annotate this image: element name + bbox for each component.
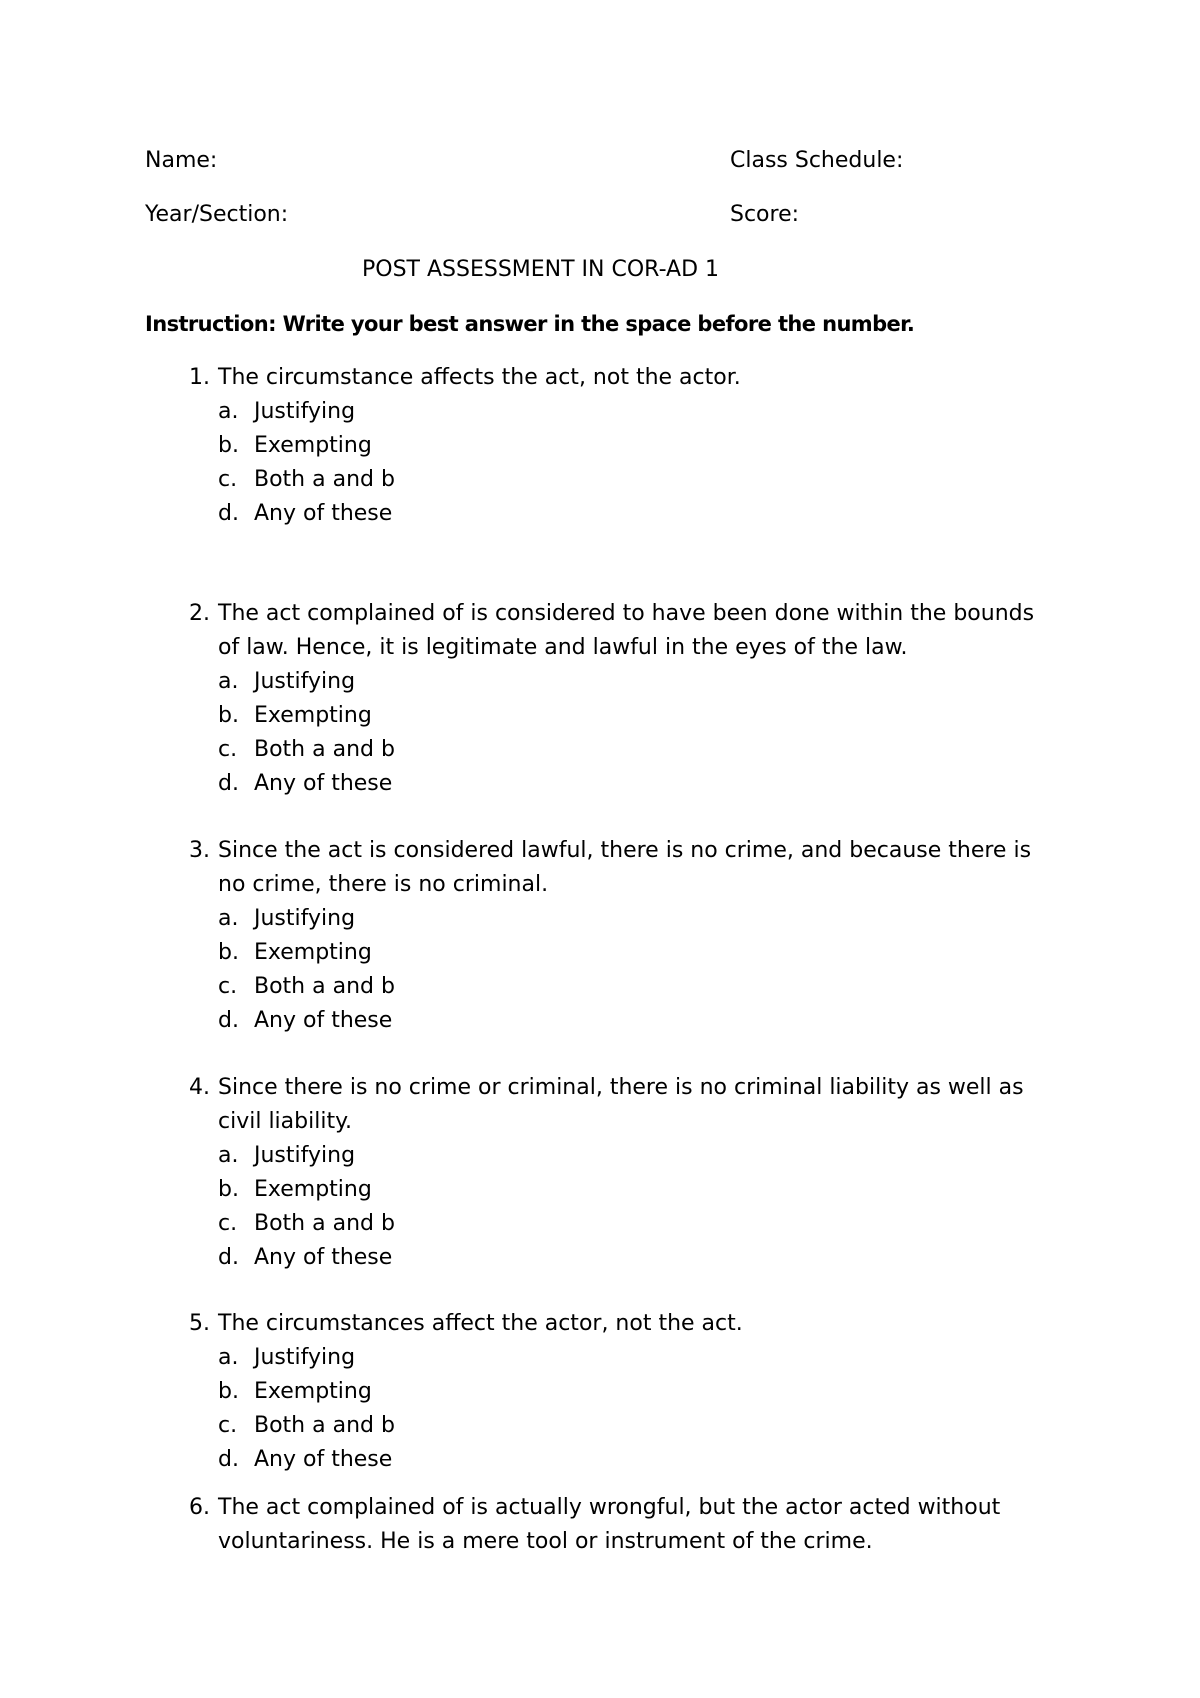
answer-choice bbox=[218, 902, 355, 936]
choice-text: Justifying bbox=[254, 1143, 356, 1168]
answer-choice bbox=[218, 665, 355, 699]
choice-text: Both a and b bbox=[254, 1413, 395, 1438]
class-schedule-label: Class Schedule: bbox=[730, 148, 904, 173]
choice-letter: b. bbox=[218, 1177, 239, 1202]
answer-choice bbox=[218, 1375, 372, 1409]
choice-letter: d. bbox=[218, 771, 239, 796]
answer-choice bbox=[218, 1443, 392, 1477]
name-label: Name: bbox=[145, 148, 218, 173]
question-number: 1. bbox=[189, 365, 210, 390]
choice-text: Exempting bbox=[254, 1177, 372, 1202]
choice-text: Both a and b bbox=[254, 974, 395, 999]
choice-letter: b. bbox=[218, 1379, 239, 1404]
answer-choice bbox=[218, 1173, 372, 1207]
answer-choice bbox=[218, 1241, 392, 1275]
answer-choice bbox=[218, 1207, 395, 1241]
question-number: 6. bbox=[189, 1495, 210, 1520]
choice-text: Any of these bbox=[254, 1447, 393, 1472]
answer-choice bbox=[218, 1139, 355, 1173]
question-number: 3. bbox=[189, 838, 210, 863]
choice-letter: c. bbox=[218, 974, 238, 999]
answer-choice bbox=[218, 1341, 355, 1375]
choice-text: Any of these bbox=[254, 501, 393, 526]
question-number: 5. bbox=[189, 1311, 210, 1336]
choice-letter: b. bbox=[218, 703, 239, 728]
choice-letter: c. bbox=[218, 1413, 238, 1438]
choice-text: Exempting bbox=[254, 1379, 372, 1404]
choice-text: Both a and b bbox=[254, 1211, 395, 1236]
choice-letter: b. bbox=[218, 433, 239, 458]
answer-choice bbox=[218, 936, 372, 970]
question-text: Since there is no crime or criminal, there is no criminal liability as well as civil liability. bbox=[218, 1075, 1024, 1134]
instruction-text: Instruction: Write your best answer in the space before the number. bbox=[145, 312, 915, 336]
choice-letter: a. bbox=[218, 399, 239, 424]
choice-letter: d. bbox=[218, 1447, 239, 1472]
choice-letter: c. bbox=[218, 737, 238, 762]
choice-letter: a. bbox=[218, 1143, 239, 1168]
choice-text: Justifying bbox=[254, 1345, 356, 1370]
choice-text: Exempting bbox=[254, 433, 372, 458]
question-text: The act complained of is considered to have been done within the bounds of law. Hence, it is legitimate and lawful in the eyes of the law. bbox=[218, 601, 1035, 660]
answer-choice bbox=[218, 497, 392, 531]
answer-choice bbox=[218, 463, 395, 497]
answer-choice bbox=[218, 733, 395, 767]
choice-letter: c. bbox=[218, 467, 238, 492]
choice-text: Justifying bbox=[254, 669, 356, 694]
choice-letter: d. bbox=[218, 1008, 239, 1033]
choice-letter: b. bbox=[218, 940, 239, 965]
answer-choice bbox=[218, 395, 355, 429]
score-label: Score: bbox=[730, 202, 800, 227]
question-text: Since the act is considered lawful, there is no crime, and because there is no crime, there is no criminal. bbox=[218, 838, 1032, 897]
year-section-label: Year/Section: bbox=[145, 202, 289, 227]
question-number: 2. bbox=[189, 601, 210, 626]
choice-text: Justifying bbox=[254, 906, 356, 931]
choice-letter: a. bbox=[218, 906, 239, 931]
choice-text: Both a and b bbox=[254, 737, 395, 762]
choice-letter: a. bbox=[218, 669, 239, 694]
document-title: POST ASSESSMENT IN COR-AD 1 bbox=[362, 257, 720, 282]
answer-choice bbox=[218, 970, 395, 1004]
choice-text: Exempting bbox=[254, 703, 372, 728]
answer-choice bbox=[218, 1004, 392, 1038]
answer-choice bbox=[218, 699, 372, 733]
choice-letter: a. bbox=[218, 1345, 239, 1370]
question-text: The circumstances affect the actor, not the act. bbox=[218, 1311, 743, 1336]
choice-text: Any of these bbox=[254, 1008, 393, 1033]
choice-text: Both a and b bbox=[254, 467, 395, 492]
choice-text: Exempting bbox=[254, 940, 372, 965]
question-text: The act complained of is actually wrongful, but the actor acted without voluntariness. He is a mere tool or instrument of the crime. bbox=[218, 1495, 1001, 1554]
choice-letter: d. bbox=[218, 1245, 239, 1270]
choice-letter: d. bbox=[218, 501, 239, 526]
question-number: 4. bbox=[189, 1075, 210, 1100]
question-text: The circumstance affects the act, not the actor. bbox=[218, 365, 741, 390]
choice-letter: c. bbox=[218, 1211, 238, 1236]
answer-choice bbox=[218, 429, 372, 463]
answer-choice bbox=[218, 767, 392, 801]
choice-text: Justifying bbox=[254, 399, 356, 424]
choice-text: Any of these bbox=[254, 771, 393, 796]
choice-text: Any of these bbox=[254, 1245, 393, 1270]
answer-choice bbox=[218, 1409, 395, 1443]
